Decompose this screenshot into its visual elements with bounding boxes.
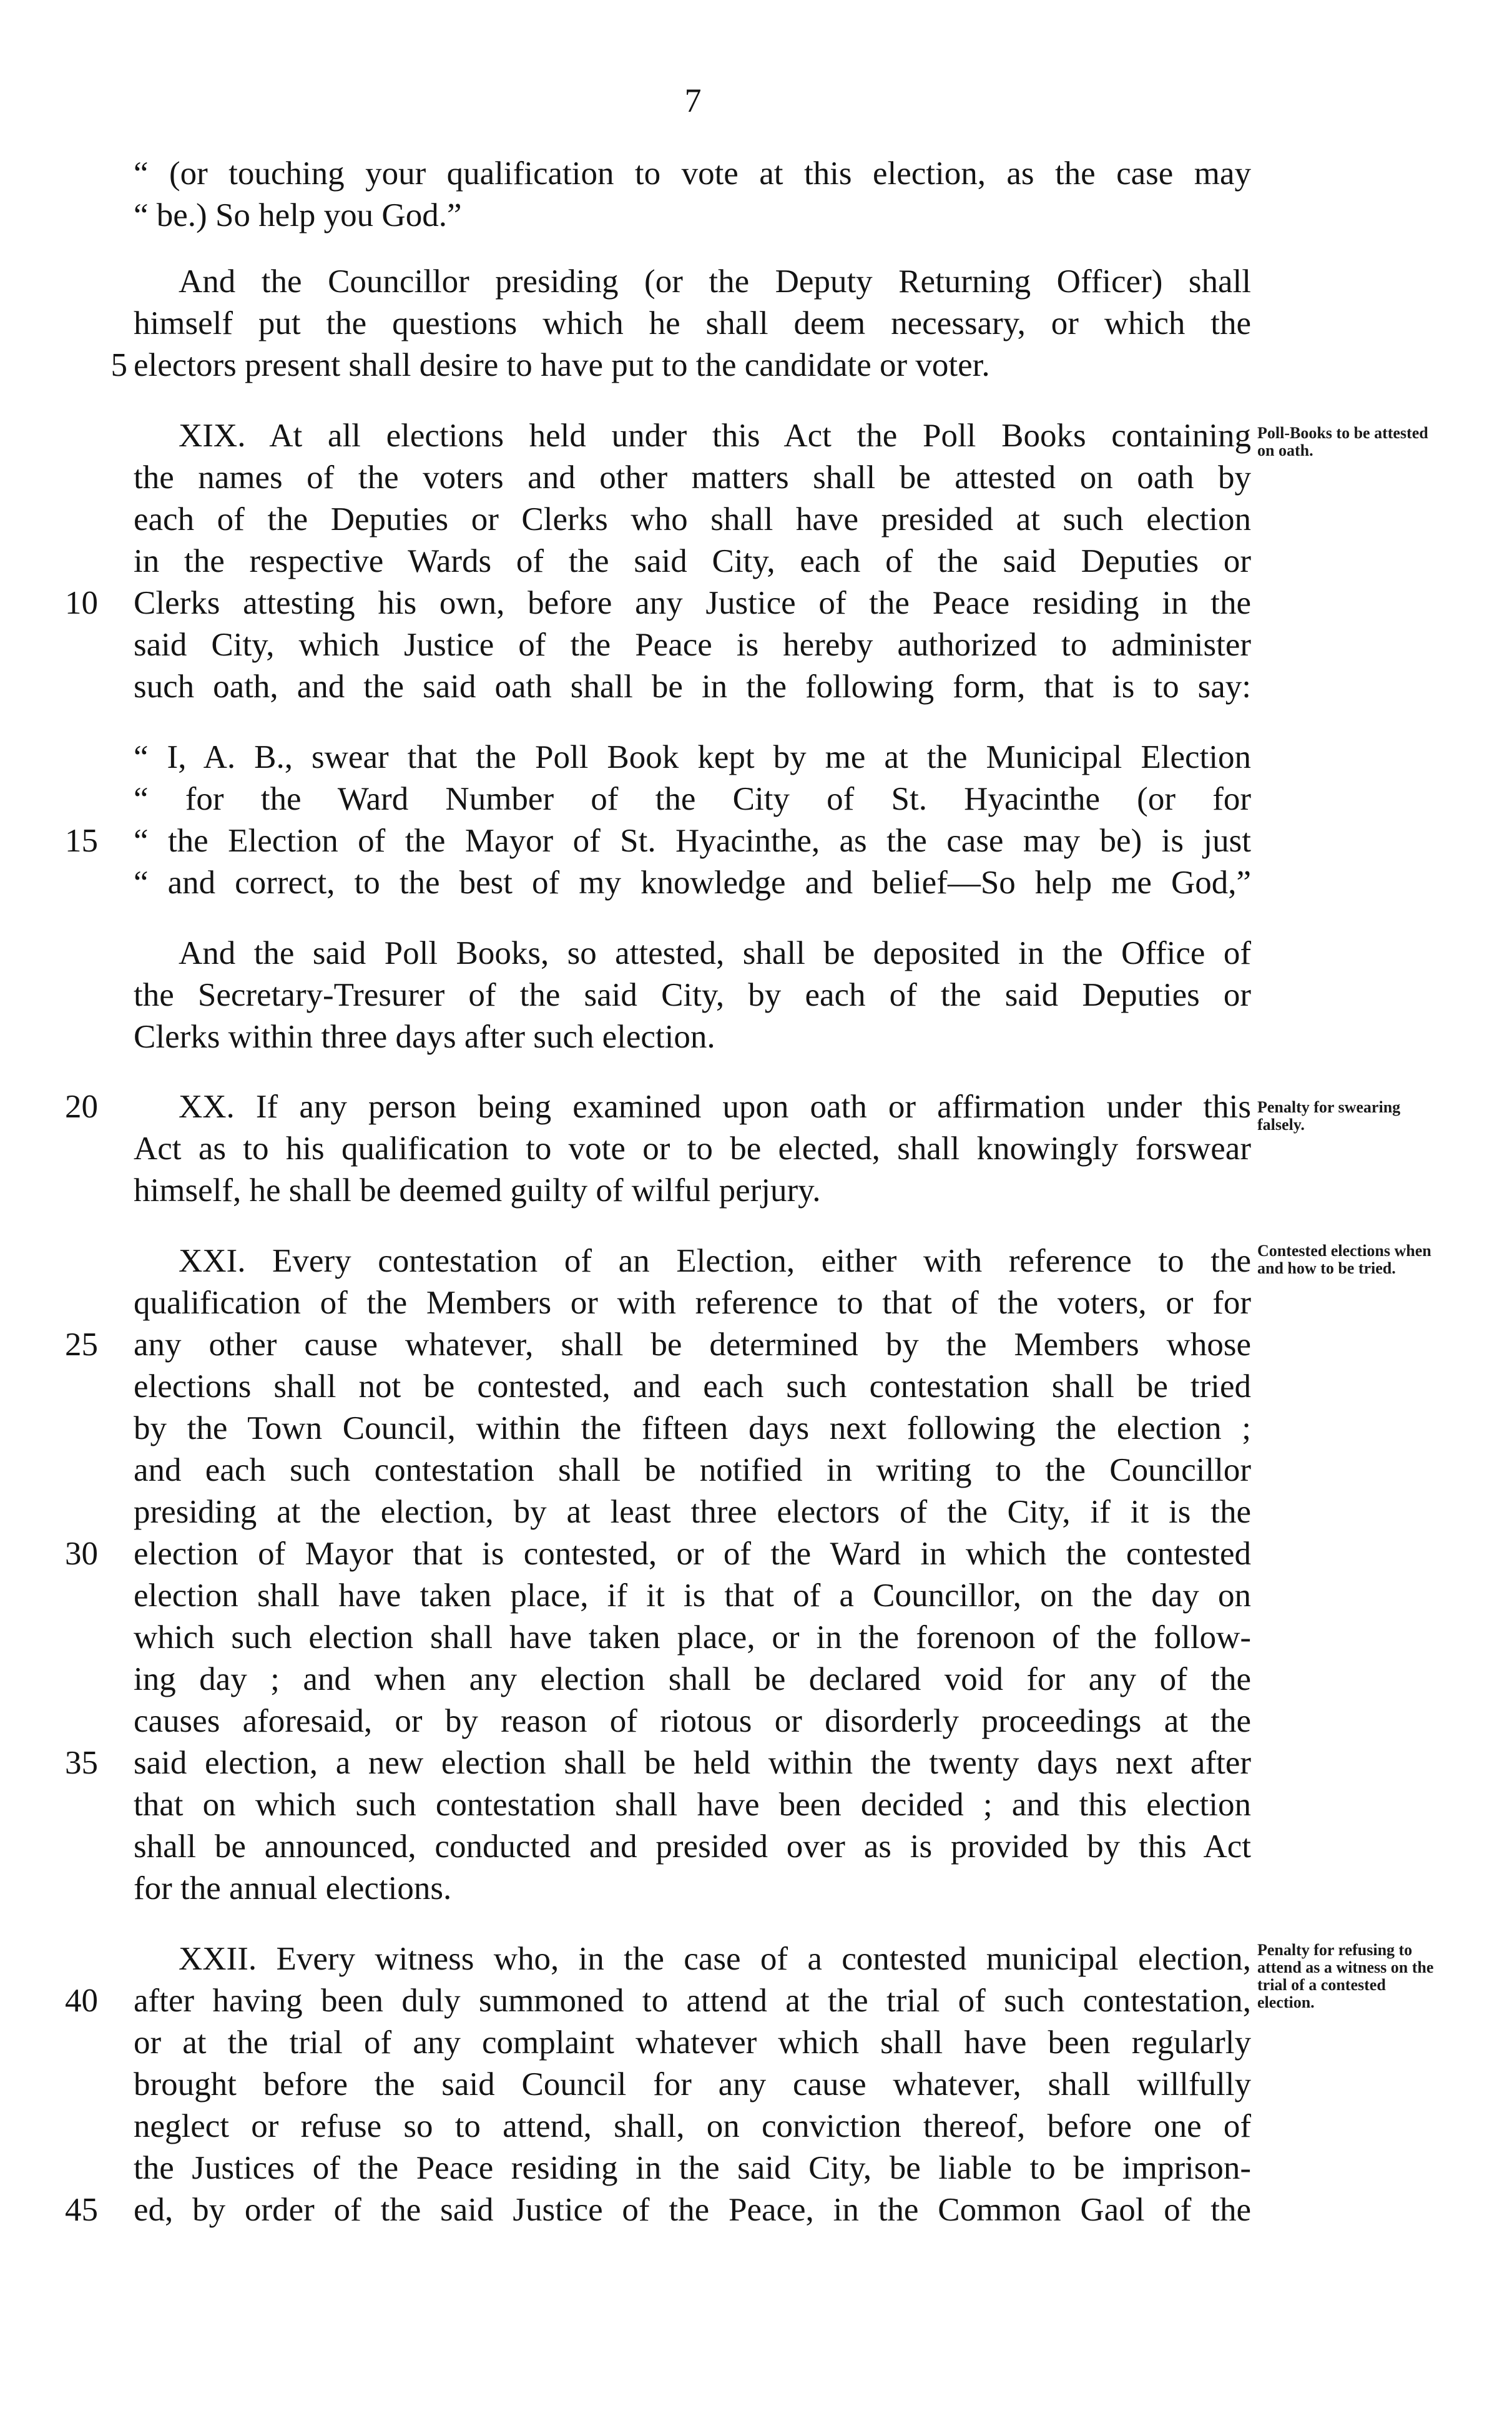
line-text: presiding at the election, by at least three electors of the City, if it is the [134, 1494, 1251, 1530]
line-text: “ and correct, to the best of my knowledge and belief—So help me God,” [134, 865, 1251, 901]
line-text: “ for the Ward Number of the City of St. Hyacinthe (or for [134, 781, 1251, 817]
line-text: neglect or refuse so to attend, shall, on conviction thereof, before one of [134, 2108, 1251, 2144]
line-text: ing day ; and when any election shall be declared void for any of the [134, 1661, 1251, 1697]
text-line [134, 1408, 1251, 1449]
text-line [134, 974, 1251, 1016]
text-line [134, 1617, 1251, 1658]
line-text: And the said Poll Books, so attested, shall be deposited in the Office of [179, 935, 1251, 971]
line-text: elections shall not be contested, and each such contestation shall be tried [134, 1368, 1251, 1405]
line-text: XX. If any person being examined upon oath or affirmation under this [179, 1089, 1251, 1125]
text-line [65, 582, 1251, 624]
text-line [134, 778, 1251, 820]
line-text: any other cause whatever, shall be determined by the Members whose [134, 1327, 1251, 1363]
line-text: after having been duly summoned to attend at the trial of such contestation, [134, 1983, 1251, 2019]
text-line [65, 1324, 1251, 1365]
text-line [134, 1128, 1251, 1169]
line-text: “ the Election of the Mayor of St. Hyacinthe, as the case may be) is just [134, 823, 1251, 859]
text-line [179, 933, 1251, 974]
text-line [134, 2147, 1251, 2189]
line-text: election shall have taken place, if it is that of a Councillor, on the day on [134, 1577, 1251, 1614]
line-text: ed, by order of the said Justice of the Peace, in the Common Gaol of the [134, 2192, 1251, 2228]
text-line [134, 1366, 1251, 1407]
line-text: himself put the questions which he shall deem necessary, or which the [134, 305, 1251, 341]
line-number: 15 [65, 823, 98, 859]
text-line [134, 153, 1251, 194]
text-line [65, 1086, 1251, 1127]
line-text: XXI. Every contestation of an Election, either with reference to the [179, 1243, 1251, 1279]
text-line [134, 541, 1251, 582]
page-number: 7 [684, 82, 702, 119]
text-line [134, 303, 1251, 344]
margin-note: Penalty for swearing falsely. [1257, 1098, 1401, 1134]
line-text: shall be announced, conducted and presided over as is provided by this Act [134, 1828, 1251, 1865]
line-text: the Secretary-Tresurer of the said City, by each of the said Deputies or [134, 977, 1251, 1013]
text-line [65, 1980, 1251, 2021]
line-number: 25 [65, 1327, 98, 1363]
line-text: each of the Deputies or Clerks who shall have presided at such election [134, 501, 1251, 537]
text-line [134, 1016, 715, 1057]
line-text: “ I, A. B., swear that the Poll Book kept by me at the Municipal Election [134, 739, 1251, 775]
line-text: which such election shall have taken place, or in the forenoon of the follow- [134, 1619, 1251, 1656]
text-line [134, 862, 1251, 903]
line-text: in the respective Wards of the said City, each of the said Deputies or [134, 543, 1251, 579]
line-text: qualification of the Members or with reference to that of the voters, or for [134, 1285, 1251, 1321]
text-line [134, 1868, 451, 1909]
text-line [65, 2189, 1251, 2230]
text-line [134, 2106, 1251, 2147]
text-line [134, 1282, 1251, 1323]
text-line [134, 624, 1251, 665]
line-text: said City, which Justice of the Peace is hereby authorized to administer [134, 627, 1251, 663]
line-text: and each such contestation shall be notified in writing to the Councillor [134, 1452, 1251, 1488]
line-text: said election, a new election shall be held within the twenty days next after [134, 1745, 1251, 1781]
text-line [134, 457, 1251, 498]
line-text: Act as to his qualification to vote or to be elected, shall knowingly forswear [134, 1131, 1251, 1167]
line-text: brought before the said Council for any cause whatever, shall willfully [134, 2066, 1251, 2102]
text-line [134, 195, 461, 236]
text-line [134, 1700, 1251, 1742]
line-number: 45 [65, 2192, 98, 2228]
margin-note: Penalty for refusing to attend as a witness on the trial of a contested election. [1257, 1941, 1434, 2011]
text-line [179, 1240, 1251, 1282]
line-number: 10 [65, 585, 98, 621]
line-number: 5 [110, 347, 127, 383]
text-line [179, 261, 1251, 302]
text-line [65, 1742, 1251, 1784]
line-text: XIX. At all elections held under this Act the Poll Books containing [179, 418, 1251, 454]
line-text: causes aforesaid, or by reason of riotous or disorderly proceedings at the [134, 1703, 1251, 1739]
line-text: such oath, and the said oath shall be in the following form, that is to say: [134, 669, 1251, 705]
line-text: Clerks attesting his own, before any Justice of the Peace residing in the [134, 585, 1251, 621]
text-line [134, 1784, 1251, 1825]
text-line [134, 1450, 1251, 1491]
text-line [134, 1826, 1251, 1867]
text-line [179, 415, 1251, 456]
line-number: 35 [65, 1745, 98, 1781]
line-text: the Justices of the Peace residing in the said City, be liable to be imprison- [134, 2150, 1251, 2186]
text-line [134, 2064, 1251, 2105]
text-line [134, 2022, 1251, 2063]
text-line [134, 1170, 820, 1211]
line-text: XXII. Every witness who, in the case of a contested municipal election, [179, 1941, 1251, 1977]
text-line [179, 1938, 1251, 1980]
text-line [134, 1659, 1251, 1700]
line-text: And the Councillor presiding (or the Deputy Returning Officer) shall [179, 263, 1251, 300]
line-text: the names of the voters and other matters shall be attested on oath by [134, 459, 1251, 496]
margin-note: Contested elections when and how to be tried. [1257, 1242, 1431, 1277]
line-text: that on which such contestation shall have been decided ; and this election [134, 1787, 1251, 1823]
line-text: or at the trial of any complaint whatever which shall have been regularly [134, 2024, 1251, 2061]
text-line [134, 499, 1251, 540]
text-line [65, 1533, 1251, 1574]
line-text: by the Town Council, within the fifteen days next following the election ; [134, 1410, 1251, 1446]
line-text: himself, he shall be deemed guilty of wilful perjury. [134, 1172, 821, 1209]
line-number: 40 [65, 1983, 98, 2019]
line-text: Clerks within three days after such election. [134, 1019, 715, 1055]
line-text: “ be.) So help you God.” [134, 197, 462, 233]
line-number: 20 [65, 1089, 98, 1125]
text-line [134, 737, 1251, 778]
line-text: for the annual elections. [134, 1870, 452, 1906]
text-line [134, 1491, 1251, 1533]
line-text: electors present shall desire to have put to the candidate or voter. [134, 347, 990, 383]
line-number: 30 [65, 1536, 98, 1572]
text-line [134, 666, 1251, 707]
text-line [134, 1575, 1251, 1616]
line-text: “ (or touching your qualification to vote at this election, as the case may [134, 155, 1251, 192]
margin-note: Poll-Books to be attested on oath. [1257, 424, 1428, 459]
text-line [65, 820, 1251, 861]
text-line [110, 345, 990, 386]
line-text: election of Mayor that is contested, or of the Ward in which the contested [134, 1536, 1251, 1572]
